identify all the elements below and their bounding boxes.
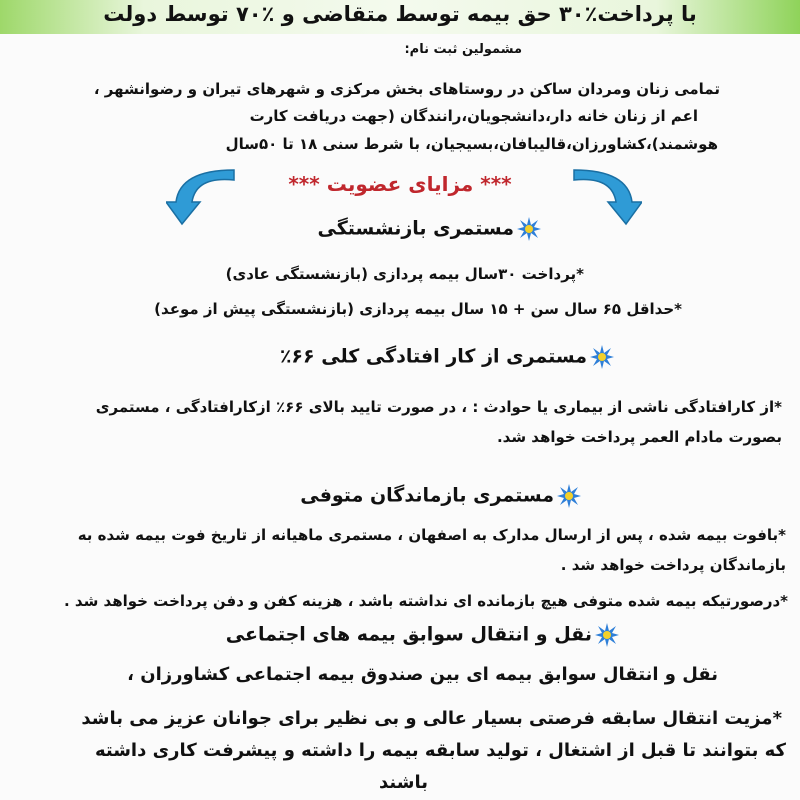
- section-heading-transfer: [226, 622, 620, 648]
- transfer-line-2: *مزیت انتقال سابقه فرصتی بسیار عالی و بی نظیر برای جوانان عزیز می باشد: [81, 708, 782, 729]
- arrow-left-down-icon: [166, 168, 236, 230]
- transfer-line-3: که بتوانند تا قبل از اشتغال ، تولید سابقه بیمه را داشته و پیشرفت کاری داشته: [94, 740, 786, 761]
- page-title: با پرداخت٪۳۰ حق بیمه توسط متقاضی و ٪۷۰ توسط دولت: [103, 2, 697, 26]
- survivors-line-2: بازماندگان پرداخت خواهد شد .: [560, 556, 786, 574]
- retirement-line-1: *پرداخت ۳۰سال بیمه پردازی (بازنشستگی عادی): [225, 265, 584, 283]
- transfer-line-4: باشند: [379, 772, 428, 793]
- benefits-stars-right: ***: [480, 172, 512, 196]
- eligibility-line-3: هوشمند)،کشاورزان،قالیبافان،بسیجیان، با شرط سنی ۱۸ تا ۵۰سال: [225, 135, 718, 153]
- eligibility-line-2: اعم از زنان خانه دار،دانشجویان،رانندگان (جهت دریافت کارت: [249, 107, 698, 125]
- arrow-right-down-icon: [572, 168, 642, 230]
- benefits-title: [230, 172, 570, 196]
- section-heading-survivors: [300, 483, 582, 509]
- star-burst-icon: [556, 483, 582, 509]
- eligibility-label: مشمولین ثبت نام:: [404, 42, 522, 57]
- disability-line-2: بصورت مادام العمر پرداخت خواهد شد.: [496, 428, 782, 446]
- star-burst-icon: [516, 216, 542, 242]
- star-burst-icon: [589, 344, 615, 370]
- benefits-title-text: مزایای عضویت: [326, 172, 474, 196]
- retirement-line-2: *حداقل ۶۵ سال سن + ۱۵ سال بیمه پردازی (بازنشستگی پیش از موعد): [154, 300, 682, 318]
- section-heading-survivors-text: مستمری بازماندگان متوفی: [300, 484, 554, 507]
- survivors-line-3: *درصورتیکه بیمه شده متوفی هیچ بازمانده ای نداشته باشد ، هزینه کفن و دفن پرداخت خواهد شد .: [63, 592, 788, 610]
- section-heading-retirement: [318, 216, 542, 242]
- benefits-stars-left: ***: [288, 172, 320, 196]
- section-heading-disability-text: مستمری از کار افتادگی کلی ۶۶٪: [279, 345, 587, 368]
- section-heading-disability: [280, 344, 615, 370]
- survivors-line-1: *بافوت بیمه شده ، پس از ارسال مدارک به اصفهان ، مستمری ماهیانه از تاریخ فوت بیمه شده به: [77, 526, 786, 544]
- disability-line-1: *از کارافتادگی ناشی از بیماری یا حوادث : ، در صورت تایید بالای ۶۶٪ ازکارافتادگی ، مستمری: [95, 398, 782, 416]
- star-burst-icon: [594, 622, 620, 648]
- eligibility-line-1: تمامی زنان ومردان ساکن در روستاهای بخش مرکزی و شهرهای تیران و رضوانشهر ،: [93, 80, 720, 98]
- section-heading-retirement-text: مستمری بازنشستگی: [317, 217, 514, 240]
- section-heading-transfer-text: نقل و انتقال سوابق بیمه های اجتماعی: [225, 623, 592, 646]
- transfer-line-1: نقل و انتقال سوابق بیمه ای بین صندوق بیمه اجتماعی کشاورزان ،: [127, 664, 718, 685]
